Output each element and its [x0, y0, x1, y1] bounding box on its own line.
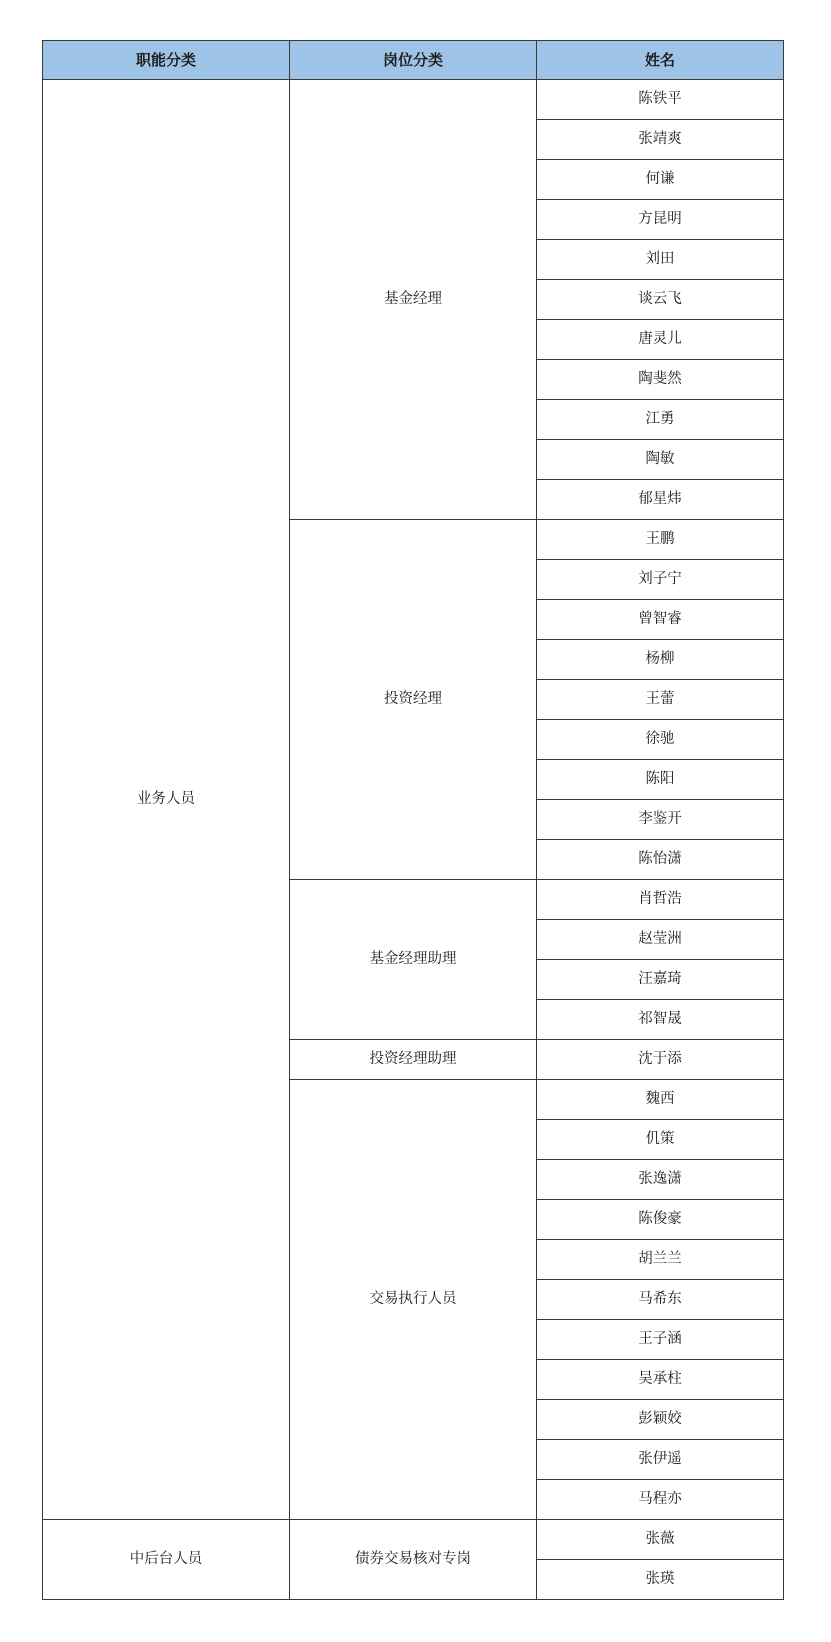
header-name: 姓名: [537, 41, 784, 80]
name-cell: 祁智晟: [537, 1000, 784, 1040]
name-cell: 刘田: [537, 240, 784, 280]
position-category-cell: 交易执行人员: [290, 1080, 537, 1520]
name-cell: 曾智睿: [537, 600, 784, 640]
name-cell: 唐灵儿: [537, 320, 784, 360]
function-category-cell: 业务人员: [43, 80, 290, 1520]
name-cell: 陶斐然: [537, 360, 784, 400]
position-category-cell: 基金经理: [290, 80, 537, 520]
name-cell: 汪嘉琦: [537, 960, 784, 1000]
table-header: [43, 41, 784, 80]
name-cell: 谈云飞: [537, 280, 784, 320]
table-row: [43, 80, 784, 120]
table-body: [43, 80, 784, 1600]
name-cell: 杨柳: [537, 640, 784, 680]
name-cell: 陶敏: [537, 440, 784, 480]
name-cell: 仉策: [537, 1120, 784, 1160]
name-cell: 李鉴开: [537, 800, 784, 840]
header-function-category: 职能分类: [43, 41, 290, 80]
name-cell: 刘子宁: [537, 560, 784, 600]
name-cell: 张薇: [537, 1520, 784, 1560]
name-cell: 肖哲浩: [537, 880, 784, 920]
position-category-cell: 基金经理助理: [290, 880, 537, 1040]
name-cell: 郁星炜: [537, 480, 784, 520]
name-cell: 马程亦: [537, 1480, 784, 1520]
name-cell: 张瑛: [537, 1560, 784, 1600]
name-cell: 陈铁平: [537, 80, 784, 120]
name-cell: 王鹏: [537, 520, 784, 560]
name-cell: 魏西: [537, 1080, 784, 1120]
name-cell: 赵莹洲: [537, 920, 784, 960]
name-cell: 张靖爽: [537, 120, 784, 160]
table-row: [43, 1520, 784, 1560]
name-cell: 徐驰: [537, 720, 784, 760]
name-cell: 陈阳: [537, 760, 784, 800]
staff-table: [42, 40, 784, 1600]
name-cell: 彭颖姣: [537, 1400, 784, 1440]
header-row: [43, 41, 784, 80]
name-cell: 陈俊豪: [537, 1200, 784, 1240]
name-cell: 江勇: [537, 400, 784, 440]
position-category-cell: 债券交易核对专岗: [290, 1520, 537, 1600]
name-cell: 方昆明: [537, 200, 784, 240]
position-category-cell: 投资经理助理: [290, 1040, 537, 1080]
header-position-category: 岗位分类: [290, 41, 537, 80]
name-cell: 何谦: [537, 160, 784, 200]
name-cell: 马希东: [537, 1280, 784, 1320]
name-cell: 沈于添: [537, 1040, 784, 1080]
name-cell: 吴承柱: [537, 1360, 784, 1400]
name-cell: 张逸潇: [537, 1160, 784, 1200]
name-cell: 陈怡潇: [537, 840, 784, 880]
name-cell: 胡兰兰: [537, 1240, 784, 1280]
function-category-cell: 中后台人员: [43, 1520, 290, 1600]
name-cell: 张伊遥: [537, 1440, 784, 1480]
position-category-cell: 投资经理: [290, 520, 537, 880]
name-cell: 王蕾: [537, 680, 784, 720]
name-cell: 王子涵: [537, 1320, 784, 1360]
